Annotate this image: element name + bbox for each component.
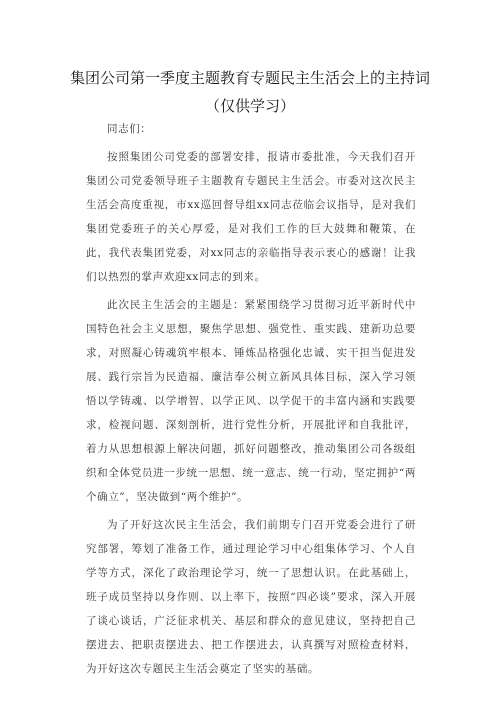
document-body <box>86 117 416 683</box>
salutation: 同志们： <box>107 123 152 135</box>
document-title: 集团公司第一季度主题教育专题民主生活会上的主持词（仅供学习） <box>70 69 431 115</box>
paragraph-3: 为了开好这次民主生活会，我们前期专门召开党委会进行了研究部署，筹划了准备工作，通过理论学习中心组集体学习、个人自学等方式，深化了政治理论学习，统一了思想认识。在此基础上，班子成员坚持以身作则、以上率下，按照“四必谈”要求，深入开展了谈心谈话，广泛征求机关、基层和群众的意见建议，坚持把自己摆进去、把职责摆进去、把工作摆进去，认真撰写对照检查材料，为开好这次专题民主生活会奠定了坚实的基础。 <box>86 519 416 675</box>
paragraph-2: 此次民主生活会的主题是：紧紧围绕学习贯彻习近平新时代中国特色社会主义思想，聚焦学思想、强党性、重实践、建新功总要求，对照凝心铸魂筑牢根本、锤炼品格强化忠诚、实干担当促进发展、践行宗旨为民造福、廉洁奉公树立新风具体目标，深入学习领悟以学铸魂、以学增智、以学正风、以学促干的丰富内涵和实践要求，检视问题、深刻剖析，进行党性分析，开展批评和自我批评，着力从思想根源上解决问题，抓好问题整改，推动集团公司各级组织和全体党员进一步统一思想、统一意志、统一行动，坚定拥护“两个确立”，坚决做到“两个维护”。 <box>86 299 416 503</box>
paragraph-1: 按照集团公司党委的部署安排，报请市委批准，今天我们召开集团公司党委领导班子主题教育专题民主生活会。市委对这次民主生活会高度重视，市xx巡回督导组xx同志莅临会议指导，是对我们集团党委班子的关心厚爱，是对我们工作的巨大鼓舞和鞭策，在此，我代表集团党委，对xx同志的亲临指导表示衷心的感谢！让我们以热烈的掌声欢迎xx同志的到来。 <box>86 151 416 283</box>
